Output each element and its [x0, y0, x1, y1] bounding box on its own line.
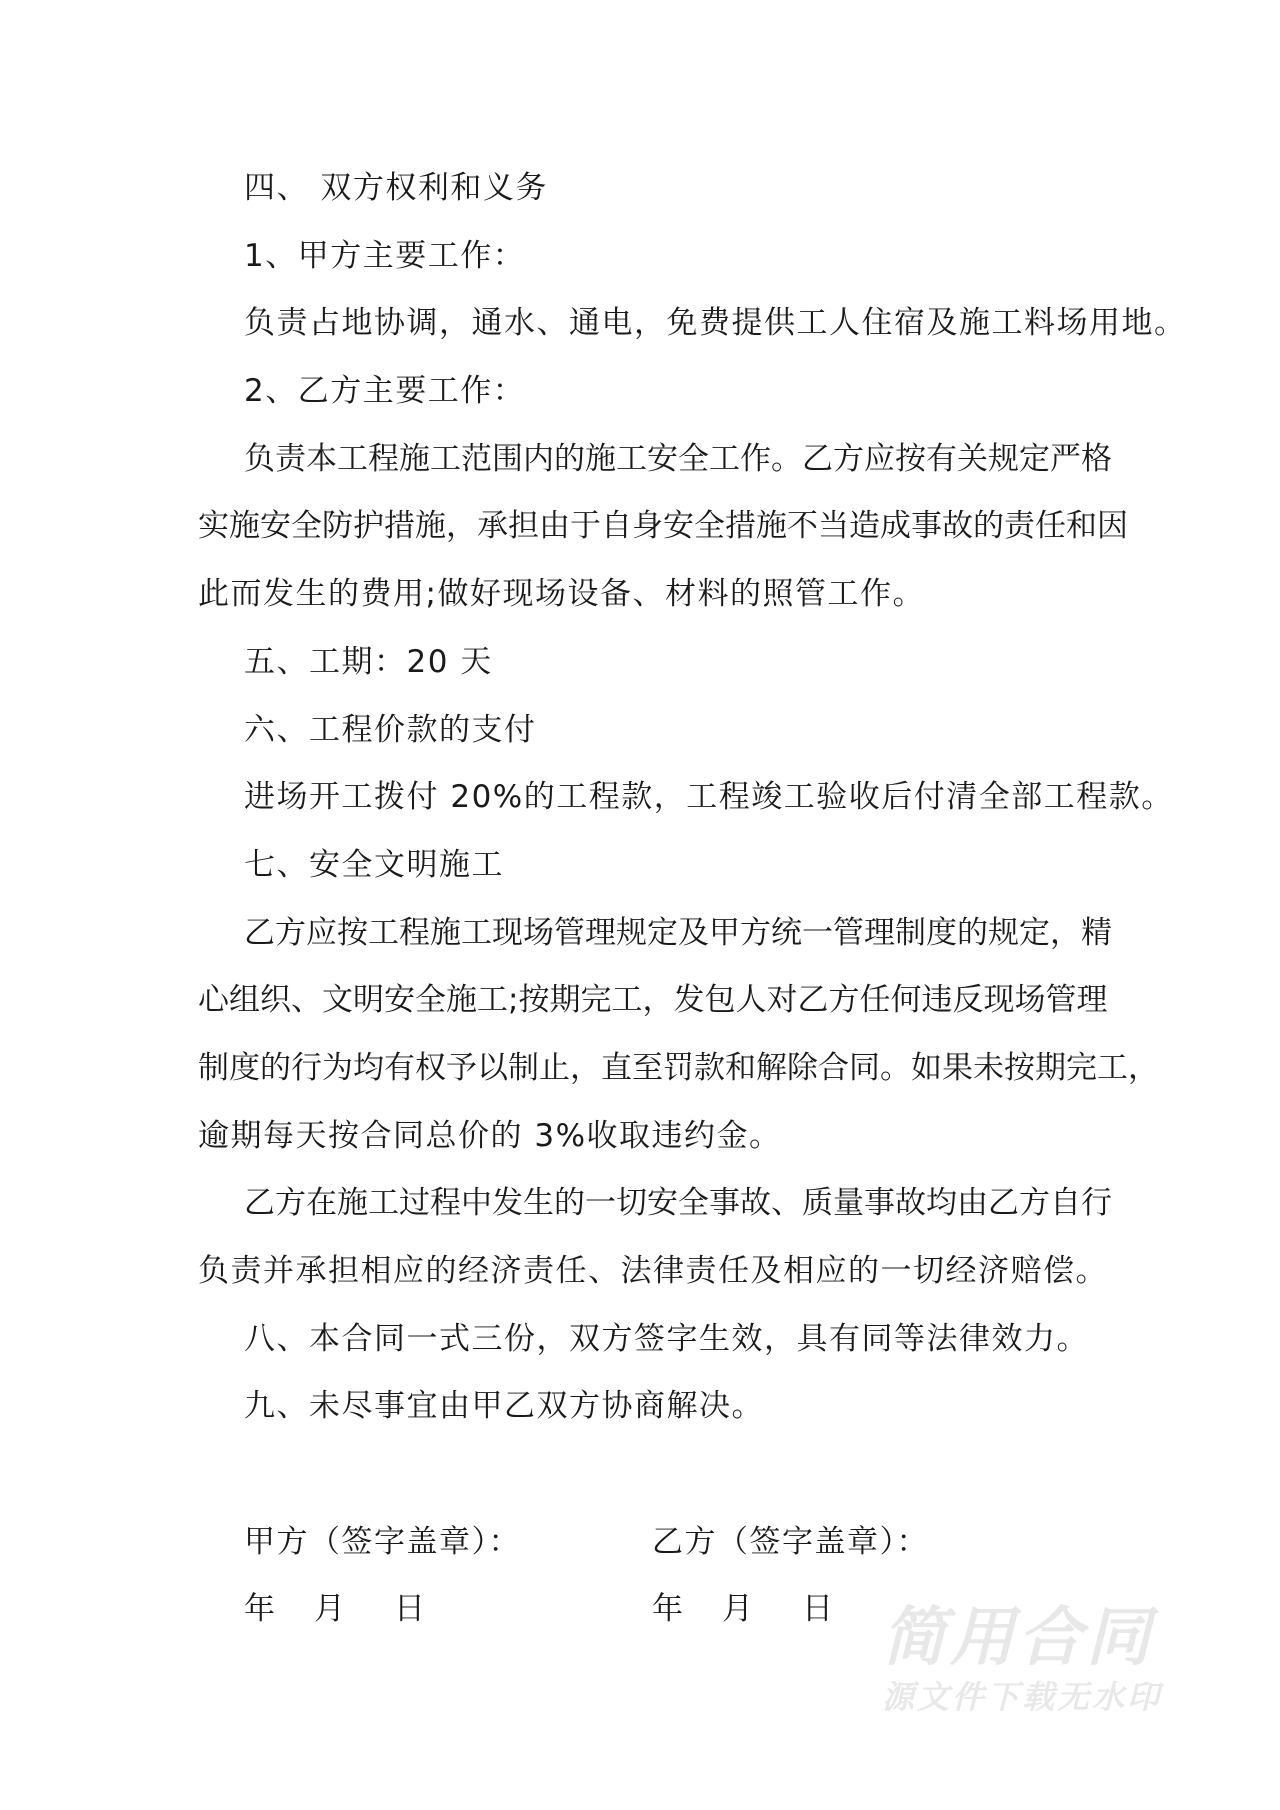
watermark-logo: 简用合同	[882, 1601, 1154, 1675]
paragraph-line: 心组织、文明安全施工;按期完工，发包人对乙方任何违反现场管理	[198, 982, 1108, 1019]
party-a-day: 日	[394, 1591, 427, 1627]
paragraph-line: 负责并承担相应的经济责任、法律责任及相应的一切经济赔偿。	[198, 1253, 1108, 1289]
party-a-year: 年	[244, 1591, 277, 1627]
paragraph-line: 六、工程价款的支付	[244, 711, 537, 748]
paragraph-line: 九、未尽事宜由甲乙双方协商解决。	[244, 1388, 764, 1425]
paragraph-line: 1、甲方主要工作：	[244, 237, 526, 274]
party-b-year: 年	[652, 1591, 685, 1627]
paragraph-line: 此而发生的费用;做好现场设备、材料的照管工作。	[198, 576, 925, 613]
party-b-signature-label: 乙方（签字盖章）：	[652, 1524, 929, 1560]
paragraph-line: 乙方应按工程施工现场管理规定及甲方统一管理制度的规定，精	[244, 914, 1112, 951]
paragraph-line: 逾期每天按合同总价的 3%收取违约金。	[198, 1117, 782, 1154]
contract-body	[198, 155, 1187, 1441]
paragraph-line: 进场开工拨付 20%的工程款，工程竣工验收后付清全部工程款。	[244, 779, 1174, 816]
paragraph-line: 五、工期：20 天	[244, 643, 493, 680]
paragraph-line: 负责本工程施工范围内的施工安全工作。乙方应按有关规定严格	[244, 440, 1112, 477]
paragraph-line: 制度的行为均有权予以制止，直至罚款和解除合同。如果未按期完工，	[198, 1049, 1159, 1086]
paragraph-line: 乙方在施工过程中发生的一切安全事故、质量事故均由乙方自行	[244, 1185, 1112, 1222]
watermark-subtitle: 源文件下载无水印	[882, 1678, 1163, 1716]
paragraph-line: 八、本合同一式三份，双方签字生效，具有同等法律效力。	[244, 1320, 1089, 1357]
paragraph-line: 负责占地协调，通水、通电，免费提供工人住宿及施工料场用地。	[244, 305, 1187, 342]
party-b-day: 日	[802, 1591, 835, 1627]
party-a-month: 月	[314, 1591, 347, 1627]
paragraph-line: 四、 双方权利和义务	[244, 170, 548, 206]
paragraph-line: 2、乙方主要工作：	[244, 373, 526, 410]
paragraph-line: 实施安全防护措施，承担由于自身安全措施不当造成事故的责任和因	[198, 508, 1128, 545]
party-a-signature-label: 甲方（签字盖章）：	[244, 1524, 521, 1560]
paragraph-line: 七、安全文明施工	[244, 846, 504, 883]
party-b-month: 月	[722, 1591, 755, 1627]
